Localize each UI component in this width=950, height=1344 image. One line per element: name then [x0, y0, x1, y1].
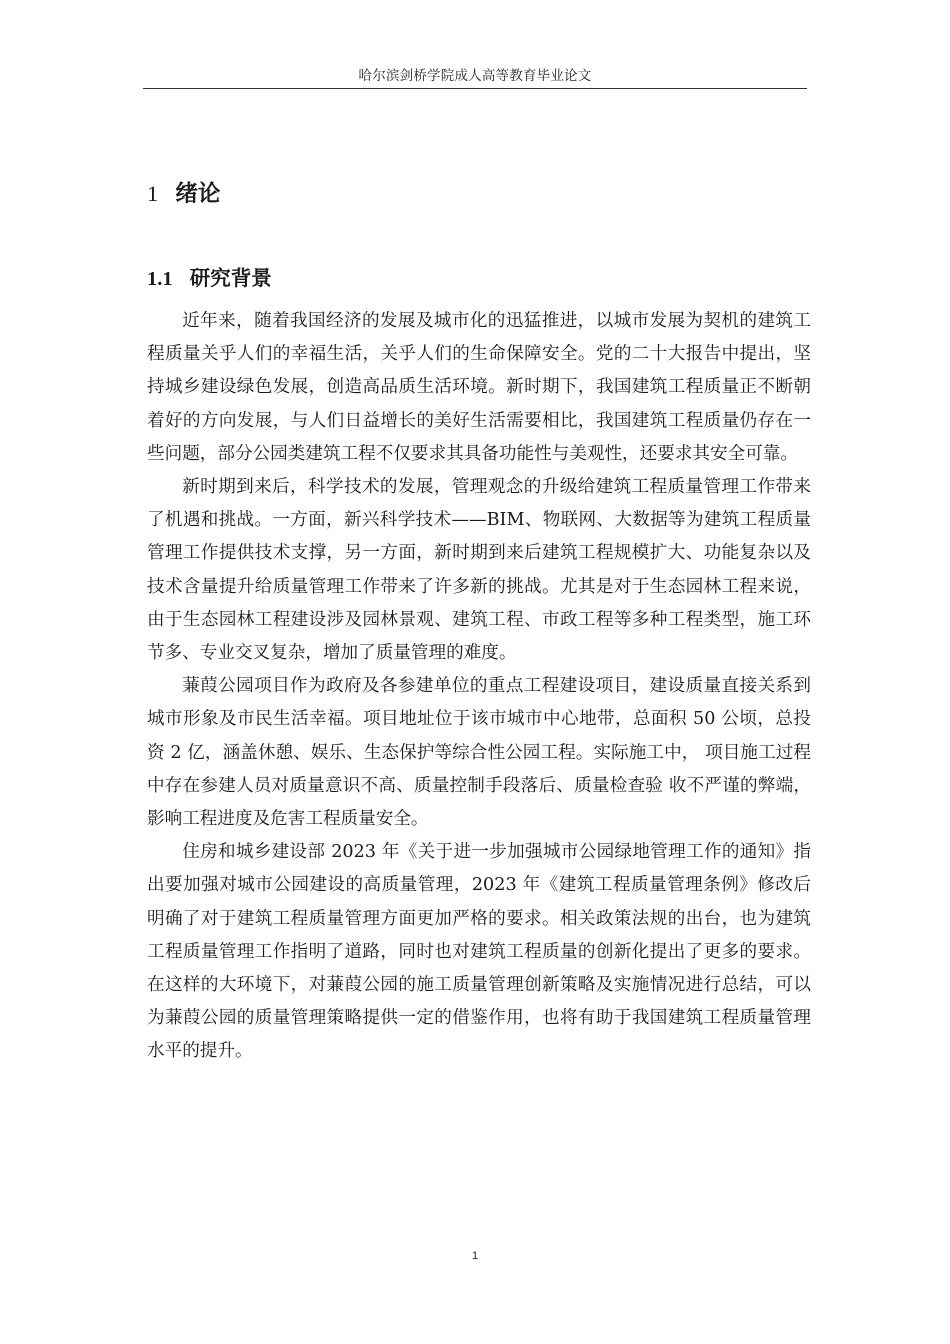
chapter-number: 1 [147, 181, 159, 206]
chapter-heading [147, 176, 220, 208]
paragraph: 住房和城乡建设部 2023 年《关于进一步加强城市公园绿地管理工作的通知》指出要加强对城市公园建设的高质量管理，2023 年《建筑工程质量管理条例》修改后明确了对于建筑工程质量管理方面更加严格的要求。相关政策法规的出台，也为建筑工程质量管理工作指明了道路，同时也对建筑工程质量的创新化提出了更多的要求。在这样的大环境下，对蒹葭公园的施工质量管理创新策略及实施情况进行总结，可以为蒹葭公园的质量管理策略提供一定的借鉴作用，也将有助于我国建筑工程质量管理水平的提升。 [147, 842, 811, 1062]
section-title: 研究背景 [189, 266, 272, 290]
paragraph: 新时期到来后，科学技术的发展，管理观念的升级给建筑工程质量管理工作带来了机遇和挑战。一方面，新兴科学技术——BIM、物联网、大数据等为建筑工程质量管理工作提供技术支撑，另一方面，新时期到来后建筑工程规模扩大、功能复杂以及技术含量提升给质量管理工作带来了许多新的挑战。尤其是对于生态园林工程来说，由于生态园林工程建设涉及园林景观、建筑工程、市政工程等多种工程类型，施工环节多、专业交叉复杂，增加了质量管理的难度。 [147, 477, 811, 664]
page-number: 1 [471, 1250, 479, 1262]
header-divider [143, 88, 807, 89]
paragraph: 蒹葭公园项目作为政府及各参建单位的重点工程建设项目，建设质量直接关系到城市形象及市民生活幸福。项目地址位于该市城市中心地带，总面积 50 公顷，总投资 2 亿，涵盖休憩、娱乐、生态保护等综合性公园工程。实际施工中， 项目施工过程中存在参建人员对质量意识不高、质量控制手段落后、质量检查验 收不严谨的弊端，影响工程进度及危害工程质量安全。 [147, 676, 811, 830]
body-text [147, 305, 811, 1069]
running-header: 哈尔滨剑桥学院成人高等教育毕业论文 [358, 68, 592, 84]
paragraph: 近年来，随着我国经济的发展及城市化的迅猛推进，以城市发展为契机的建筑工程质量关乎人们的幸福生活，关乎人们的生命保障安全。党的二十大报告中提出，坚持城乡建设绿色发展，创造高品质生活环境。新时期下，我国建筑工程质量正不断朝着好的方向发展，与人们日益增长的美好生活需要相比，我国建筑工程质量仍存在一些问题，部分公园类建筑工程不仅要求其具备功能性与美观性，还要求其安全可靠。 [147, 311, 811, 464]
section-number: 1.1 [147, 268, 173, 290]
chapter-title: 绪论 [175, 181, 221, 207]
section-heading [147, 261, 272, 291]
